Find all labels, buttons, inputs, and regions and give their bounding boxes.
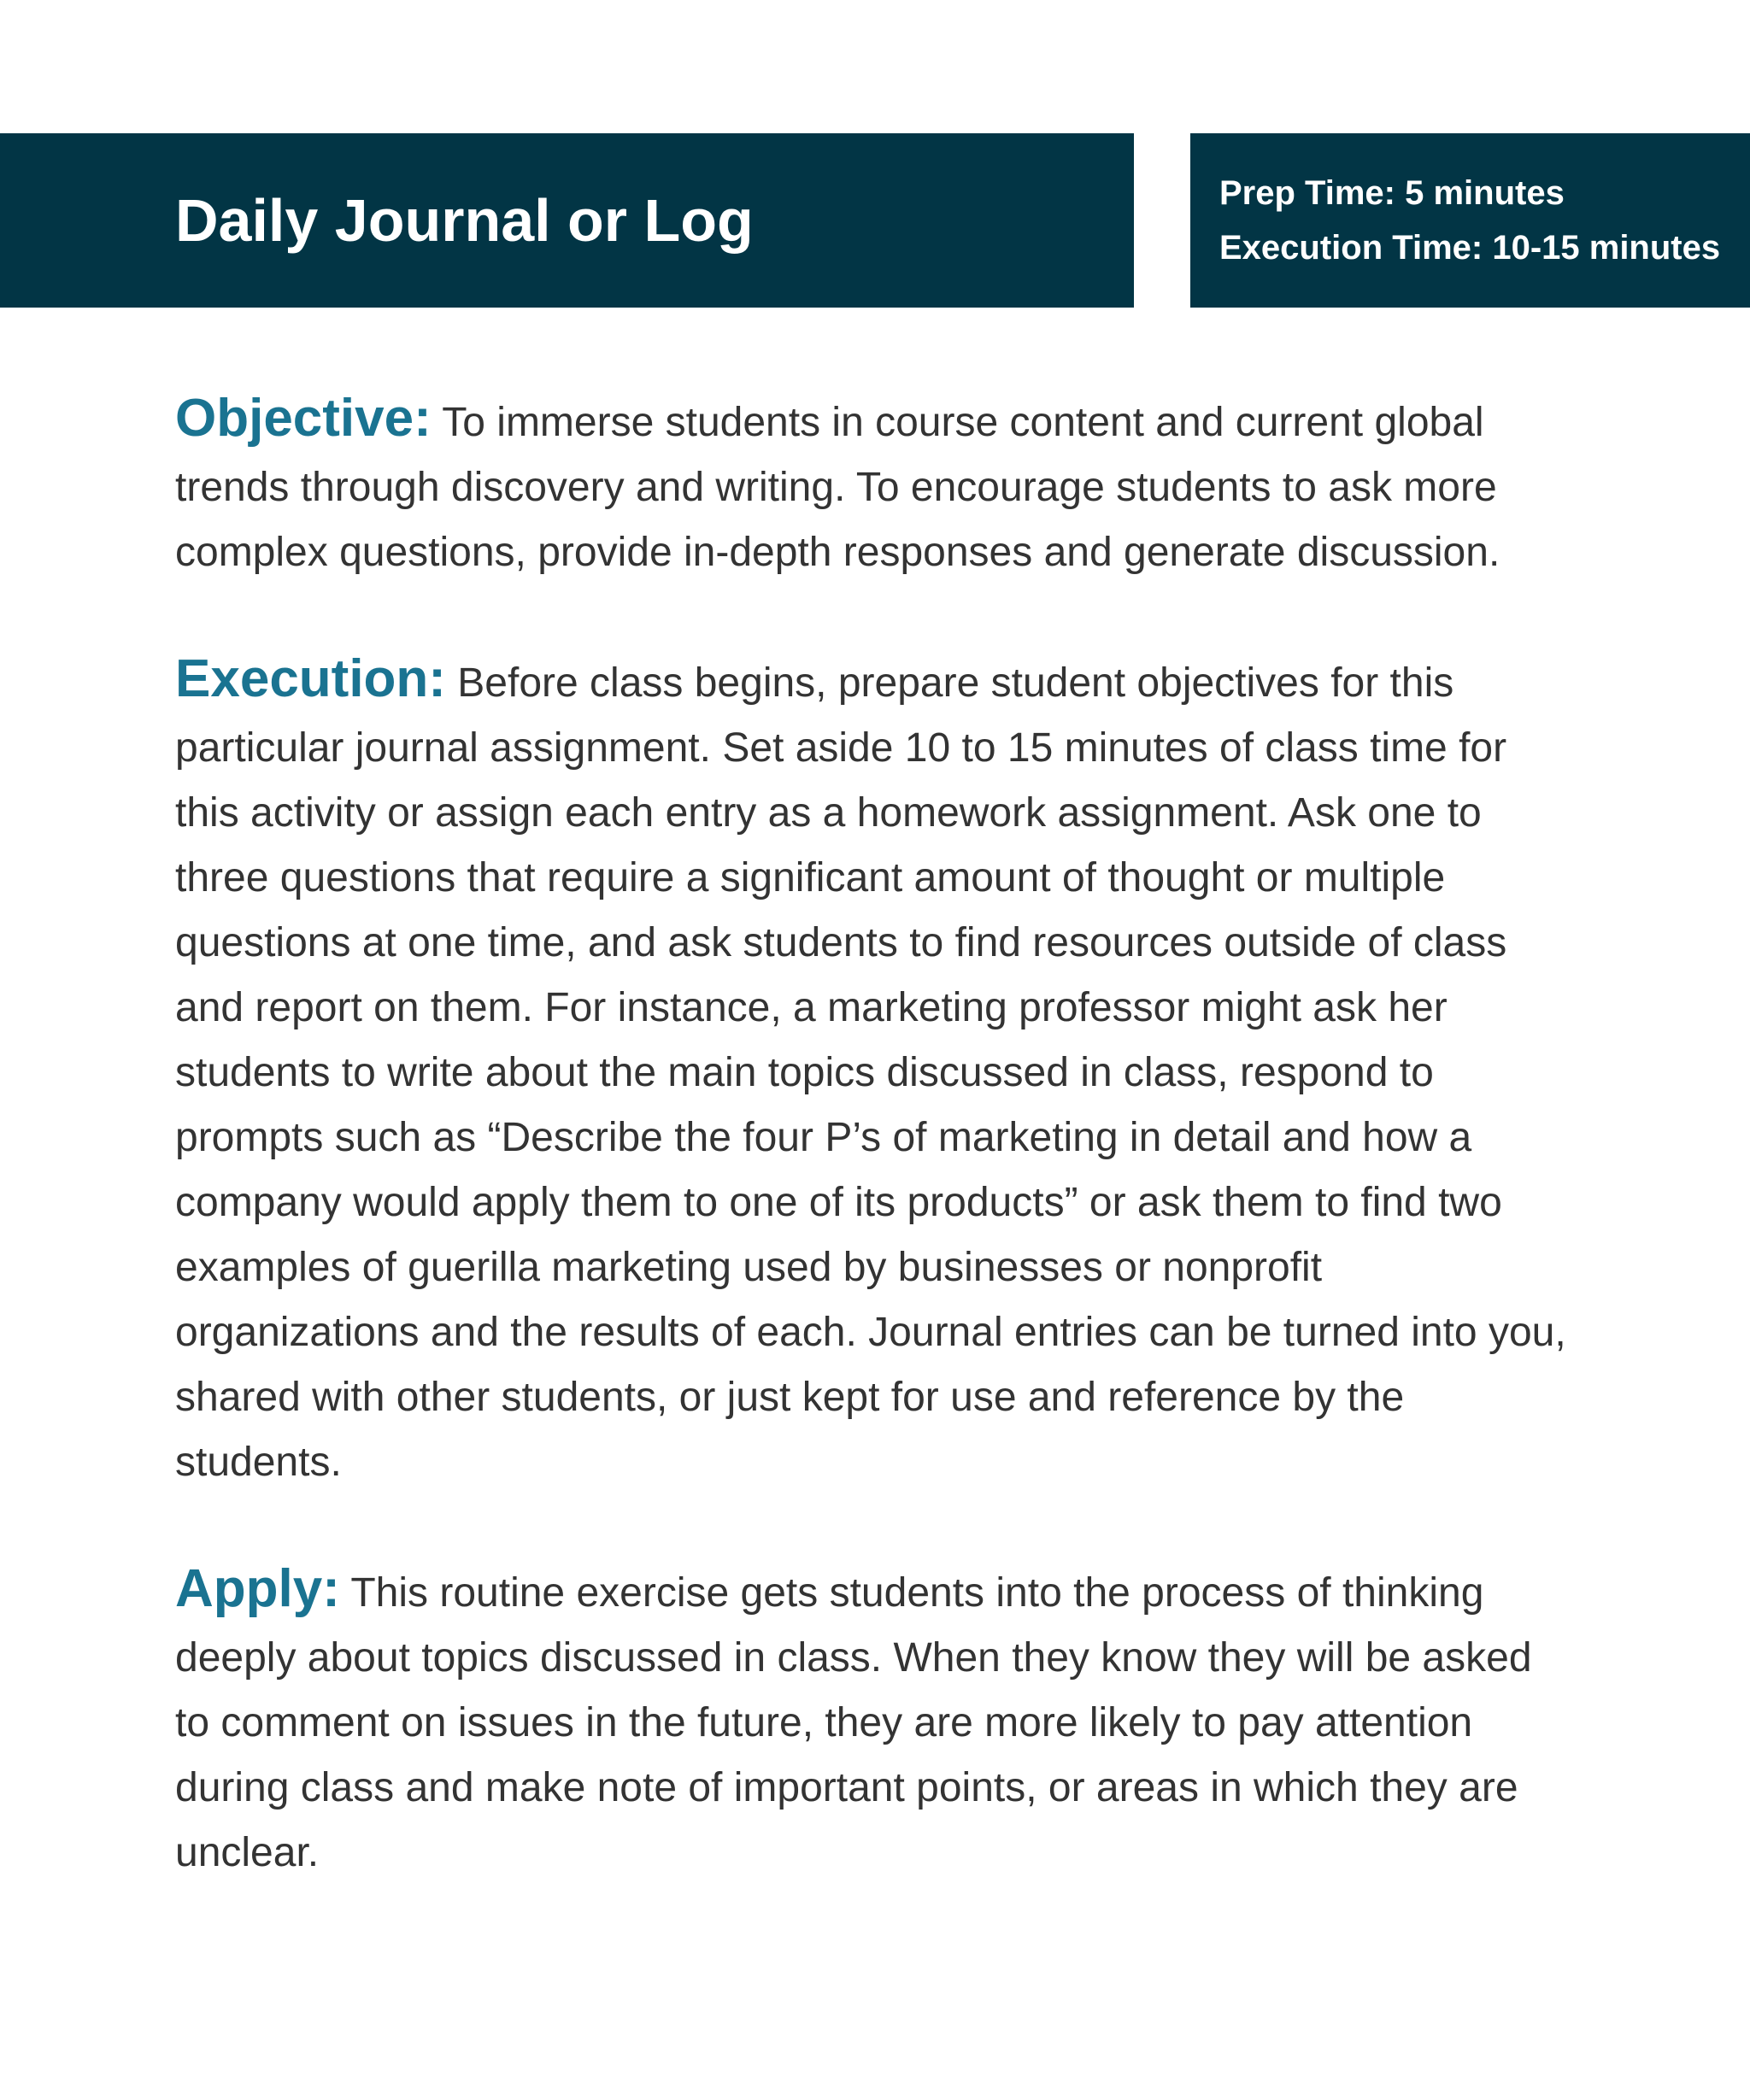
execution-section — [175, 647, 1577, 1495]
apply-heading: Apply: — [175, 1559, 340, 1618]
objective-section — [175, 386, 1577, 585]
document-body — [175, 386, 1577, 1947]
execution-time: Execution Time: 10-15 minutes — [1219, 229, 1721, 267]
prep-time: Prep Time: 5 minutes — [1219, 174, 1565, 212]
apply-text: This routine exercise gets students into the process of thinking deeply about topics discussed in class. When they know they will be asked to comment on issues in the future, they are more likely to pay attention during class and make note of important points, or areas in which they are unclear. — [175, 1570, 1532, 1875]
time-info-banner — [1190, 133, 1750, 308]
objective-heading: Objective: — [175, 389, 432, 448]
title-banner — [0, 133, 1134, 308]
execution-text: Before class begins, prepare student objectives for this particular journal assignment. Set aside 10 to 15 minutes of class time for this activity or assign each entry as a homework assignment. Ask one to three questions that require a significant amount of thought or multiple questions at one time, and ask students to find resources outside of class and report on them. For instance, a marketing professor might ask her students to write about the main topics discussed in class, respond to prompts such as “Describe the four P’s of marketing in detail and how a company would apply them to one of its products” or ask them to find two examples of guerilla marketing used by businesses or nonprofit organizations and the results of each. Journal entries can be turned into you, shared with other students, or just kept for use and reference by the students. — [175, 660, 1566, 1485]
execution-heading: Execution: — [175, 649, 446, 708]
page-title: Daily Journal or Log — [175, 187, 754, 254]
apply-section — [175, 1557, 1577, 1886]
objective-text: To immerse students in course content and current global trends through discovery and writing. To encourage students to ask more complex questions, provide in-depth responses and generate discussion. — [175, 400, 1500, 575]
